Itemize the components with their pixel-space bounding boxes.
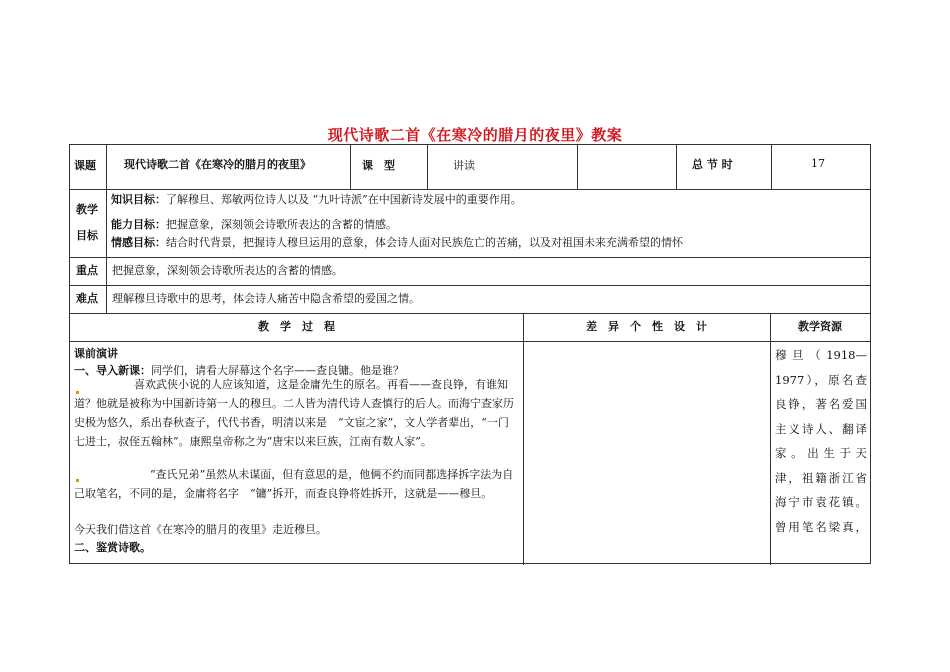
step2-label: 二、鉴赏诗歌。 <box>74 541 151 554</box>
resource-line: 家。出生于天 <box>775 446 867 460</box>
resource-line: 穆旦（1918— <box>775 348 867 362</box>
objectives-label-top: 教学 <box>76 203 98 216</box>
knowledge-objective: 知识目标：了解穆旦、郑敏两位诗人以及 “九叶诗派”在中国新诗发展中的重要作用。 <box>111 193 522 206</box>
resource-line: 曾用笔名梁真， <box>775 519 867 534</box>
objectives-label-bottom: 目标 <box>76 229 98 242</box>
emotion-objective: 情感目标：结合时代背景，把握诗人穆旦运用的意象，体会诗人面对民族危亡的苦痛，以及对祖国未来充满希望的情怀 <box>111 236 683 249</box>
resource-line: 1977），原名查 <box>775 372 867 387</box>
resources-text <box>775 343 867 539</box>
differences-header: 差 异 个 性 设 计 <box>586 320 707 333</box>
difficulty-text: 理解穆旦诗歌中的思考，体会诗人痛苦中隐含希望的爱国之情。 <box>112 292 420 305</box>
course-value: 现代诗歌二首《在寒冷的腊月的夜里》 <box>124 158 311 171</box>
step1-intro: 一、导入新课：同学们，请看大屏幕这个名字——查良镛。他是谁？ <box>74 364 404 377</box>
process-heading: 课前演讲 <box>74 347 118 360</box>
resource-line: 海宁市袁花镇。 <box>775 495 867 509</box>
intro-paragraph-1: 喜欢武侠小说的人应该知道，这是金庸先生的原名。再看——查良铮，有谁知道？他就是被称为中国新诗第一人的穆旦。二人皆为清代诗人查慎行的后人。而海宁查家历史极为悠久，系出春秋查子，代代书香，明清以来是 “文宦之家”，文人学者辈出，“一门七进士，叔侄五翰林”。康熙皇帝称之为“唐宋以来巨族，江南有数人家”。 <box>74 378 514 448</box>
hours-label: 总 节 时 <box>692 158 733 171</box>
document-title: 现代诗歌二首《在寒冷的腊月的夜里》教案 <box>327 126 623 144</box>
resources-header: 教学资源 <box>798 320 842 333</box>
resource-line: 津，祖籍浙江省 <box>775 470 867 485</box>
key-point-label: 重点 <box>76 264 98 277</box>
process-header: 教 学 过 程 <box>258 320 335 333</box>
hours-value: 17 <box>811 157 825 170</box>
course-label: 课题 <box>74 159 96 172</box>
resource-line: 主义诗人、翻译 <box>775 421 867 436</box>
lesson-plan-table <box>69 144 871 564</box>
intro-paragraph-2: “查氏兄弟”虽然从未谋面，但有意思的是，他俩不约而同都选择拆字法为自己取笔名，不同的是，金庸将名字 “镛”拆开，而查良铮将姓拆开，这就是——穆旦。 <box>74 468 514 500</box>
type-label: 课 型 <box>362 159 395 172</box>
intro-paragraph-3: 今天我们借这首《在寒冷的腊月的夜里》走近穆旦。 <box>74 523 327 536</box>
ability-objective: 能力目标：把握意象，深刻领会诗歌所表达的含蓄的情感。 <box>111 218 397 231</box>
resource-line: 良铮，著名爱国 <box>775 397 867 411</box>
key-point-text: 把握意象，深刻领会诗歌所表达的含蓄的情感。 <box>112 264 343 277</box>
difficulty-label: 难点 <box>76 292 98 305</box>
type-value: 讲读 <box>453 159 475 172</box>
